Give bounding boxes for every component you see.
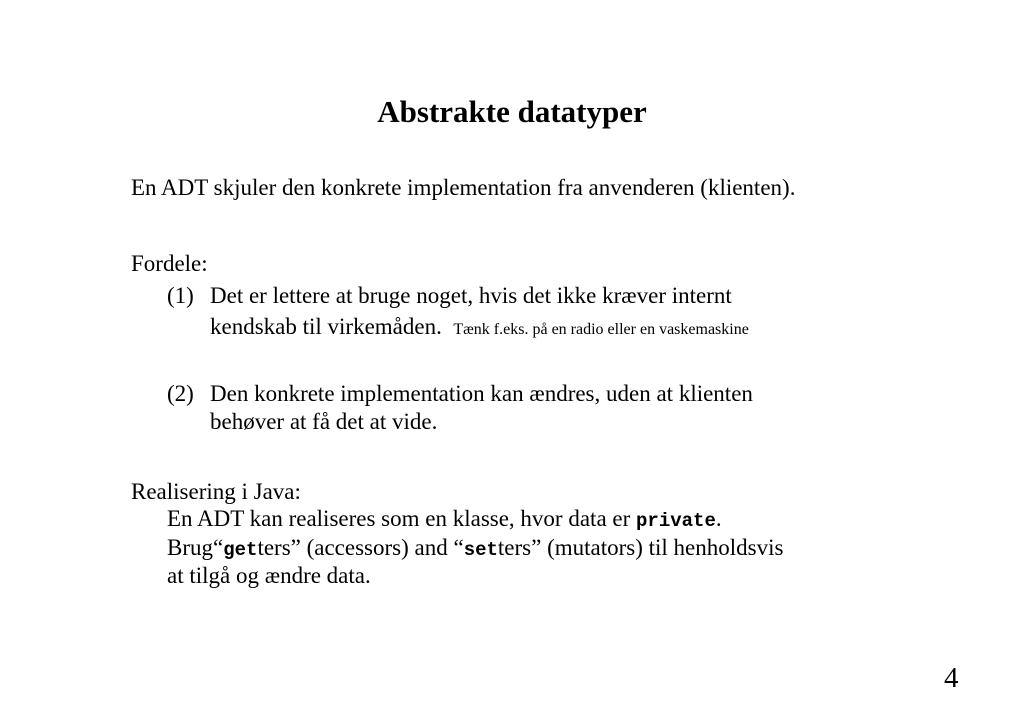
realisering-line-1 (167, 505, 722, 535)
get-keyword: get (223, 539, 258, 561)
realisering-heading: Realisering i Java: (131, 479, 301, 504)
realisering-line-3: at tilgå og ændre data. (167, 563, 371, 588)
fordele-item-1-line-2-text: kendskab til virkemåden. (210, 314, 442, 339)
intro-text: En ADT skjuler den konkrete implementation fra anvenderen (klienten). (131, 175, 796, 200)
fordele-item-2-number: (2) (167, 381, 194, 406)
fordele-item-2-line-1: Den konkrete implementation kan ændres, uden at klienten (210, 381, 753, 406)
realisering-line-2-a: Brug“ (167, 535, 224, 560)
private-keyword: private (636, 510, 716, 532)
fordele-item-1-line-2 (210, 313, 749, 344)
realisering-line-1-end: . (715, 506, 722, 531)
fordele-item-1-number: (1) (167, 283, 194, 308)
page-number: 4 (944, 662, 959, 694)
fordele-item-2-line-2: behøver at få det at vide. (210, 409, 438, 434)
realisering-line-1-text: En ADT kan realiseres som en klasse, hvor data er (167, 506, 637, 531)
realisering-line-2-c: ters” (mutators) til henholdsvis (497, 535, 784, 560)
realisering-line-2-b: ters” (accessors) and “ (257, 535, 464, 560)
slide-title: Abstrakte datatyper (377, 94, 647, 129)
fordele-heading: Fordele: (131, 251, 208, 276)
realisering-line-2 (167, 534, 783, 564)
set-keyword: set (463, 539, 498, 561)
fordele-item-1-line-1: Det er lettere at bruge noget, hvis det ikke kræver internt (210, 283, 732, 308)
fordele-item-1-note: Tænk f.eks. på en radio eller en vaskemaskine (453, 321, 749, 338)
